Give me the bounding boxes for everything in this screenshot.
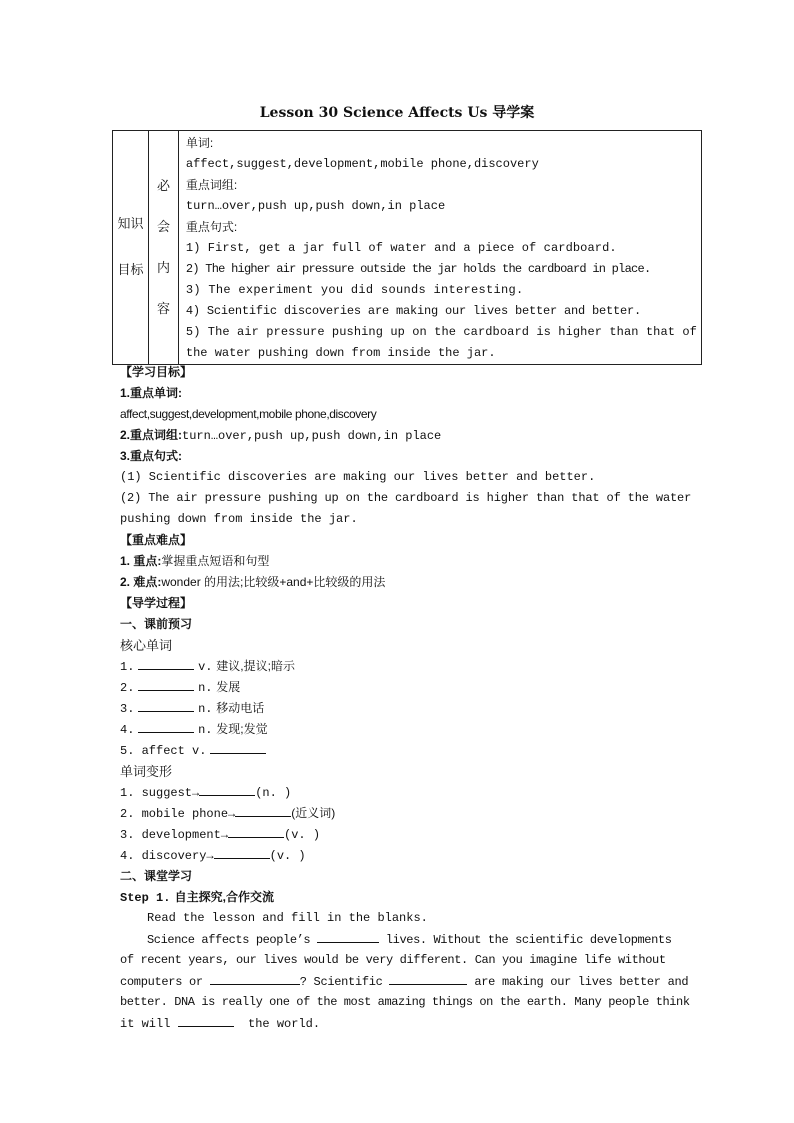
passage-text: computers or <box>120 975 203 989</box>
transform-item <box>120 824 680 845</box>
answer-blank[interactable] <box>199 782 255 796</box>
col1-line: 目标 <box>117 262 144 278</box>
vocab-num: 1. <box>120 660 135 674</box>
col2-char: 内 <box>157 260 171 276</box>
table-line: 3) The experiment you did sounds interesting. <box>185 283 524 297</box>
key-sentences-heading: 3.重点句式: <box>120 449 183 463</box>
difficult-point-text: wonder 的用法;比较级+and+比较级的用法 <box>161 575 386 589</box>
vocab-num: 3. <box>120 702 135 716</box>
passage-line <box>120 971 689 992</box>
vocab-item <box>120 740 680 761</box>
vocab-pos: n. <box>198 723 213 737</box>
passage-text: are making our lives better and <box>474 975 689 989</box>
vocab-num: 4. <box>120 723 135 737</box>
transform-note: (n. ) <box>255 786 292 800</box>
answer-blank[interactable] <box>138 719 194 733</box>
table-line: turn…over,push up,push down,in place <box>185 199 446 213</box>
key-phrases: turn…over,push up,push down,in place <box>182 429 442 443</box>
passage-line: better. DNA is really one of the most amazing things on the earth. Many people think <box>120 995 690 1009</box>
answer-blank[interactable] <box>228 824 284 838</box>
preview-heading: 一、课前预习 <box>120 617 193 631</box>
page-title: Lesson 30 Science Affects Us 导学案 <box>259 105 535 121</box>
table-line: 5) The air pressure pushing up on the cardboard is higher than that of <box>185 325 697 339</box>
col2-char: 会 <box>157 219 171 235</box>
key-sentence-cont: pushing down from inside the jar. <box>120 512 358 526</box>
key-point-label: 1. 重点: <box>120 554 162 568</box>
table-line: 重点句式: <box>185 220 238 234</box>
step1-heading <box>120 887 680 908</box>
vocab-meaning: 发展 <box>216 680 241 694</box>
passage-text: ? Scientific <box>299 975 383 989</box>
answer-blank[interactable] <box>178 1013 234 1027</box>
key-phrases-heading: 2.重点词组: <box>120 428 183 442</box>
passage-text: the world. <box>248 1017 321 1031</box>
answer-blank[interactable] <box>138 656 194 670</box>
transform-word: 4. discovery→ <box>120 849 214 863</box>
vocab-pos: v. <box>198 660 213 674</box>
answer-blank[interactable] <box>210 740 266 754</box>
table-line: 单词: <box>185 136 214 150</box>
col1-line: 知识 <box>117 216 144 232</box>
difficult-point-label: 2. 难点: <box>120 575 162 589</box>
table-line: 1) First, get a jar full of water and a piece of cardboard. <box>185 241 617 255</box>
vocab-item <box>120 677 680 698</box>
key-words-heading: 1.重点单词: <box>120 386 183 400</box>
passage-line <box>120 929 680 950</box>
key-point <box>120 551 680 572</box>
vocab-pos: n. <box>198 681 213 695</box>
key-words: affect,suggest,development,mobile phone,discovery <box>120 407 377 421</box>
worksheet-body <box>120 362 692 1034</box>
passage-line: of recent years, our lives would be very different. Can you imagine life without <box>120 953 666 967</box>
vocab-item <box>120 719 680 740</box>
goals-heading: 【学习目标】 <box>120 365 193 379</box>
key-point-text: 掌握重点短语和句型 <box>161 554 270 568</box>
content-cell <box>178 131 701 365</box>
step1-text: 自主探究,合作交流 <box>174 890 274 904</box>
answer-blank[interactable] <box>138 698 194 712</box>
instruction: Read the lesson and fill in the blanks. <box>147 911 428 925</box>
key-sentence: (2) The air pressure pushing up on the cardboard is higher than that of the water <box>120 491 692 505</box>
process-heading: 【导学过程】 <box>120 596 193 610</box>
transform-word: 2. mobile phone→ <box>120 807 236 821</box>
answer-blank[interactable] <box>138 677 194 691</box>
difficult-point <box>120 572 680 593</box>
must-know-cell <box>149 131 179 365</box>
knowledge-goal-cell <box>113 131 149 365</box>
answer-blank[interactable] <box>210 971 300 985</box>
vocab-pos: n. <box>198 702 213 716</box>
transform-item <box>120 803 680 824</box>
answer-blank[interactable] <box>317 929 379 943</box>
vocab-meaning: 发现;发觉 <box>216 722 268 736</box>
vocab-num: 2. <box>120 681 135 695</box>
transform-note: (v. ) <box>284 828 321 842</box>
transform-item <box>120 782 680 803</box>
vocab-meaning: 移动电话 <box>216 701 265 715</box>
passage-line <box>120 1013 680 1034</box>
transform-note: (近义词) <box>291 806 336 820</box>
table-line: 4) Scientific discoveries are making our lives better and better. <box>185 304 641 318</box>
passage-text: Science affects people’s <box>147 933 311 947</box>
class-study-heading: 二、课堂学习 <box>120 869 193 883</box>
answer-blank[interactable] <box>214 845 270 859</box>
transform-note: (v. ) <box>269 849 306 863</box>
transform-item <box>120 845 680 866</box>
vocab-meaning: 建议,提议;暗示 <box>216 659 295 673</box>
col2-char: 容 <box>157 301 171 317</box>
vocab-item <box>120 698 680 719</box>
difficulties-heading: 【重点难点】 <box>120 533 193 547</box>
passage-text: it will <box>120 1017 171 1031</box>
col2-char: 必 <box>157 178 171 194</box>
passage-text: lives. Without the scientific developments <box>385 933 672 947</box>
objectives-table <box>112 130 702 365</box>
vocab-word: 5. affect v. <box>120 744 207 758</box>
core-words-heading: 核心单词 <box>120 638 173 653</box>
key-sentence: (1) Scientific discoveries are making our lives better and better. <box>120 470 596 484</box>
transform-word: 3. development→ <box>120 828 229 842</box>
transform-heading: 单词变形 <box>120 764 173 779</box>
vocab-item <box>120 656 680 677</box>
table-line: 重点词组: <box>185 178 238 192</box>
answer-blank[interactable] <box>389 971 467 985</box>
answer-blank[interactable] <box>235 803 291 817</box>
table-line: the water pushing down from inside the jar. <box>185 346 496 360</box>
table-line: 2) The higher air pressure outside the jar holds the cardboard in place. <box>185 262 651 276</box>
transform-word: 1. suggest→ <box>120 786 200 800</box>
step1-label: Step 1. <box>120 891 171 905</box>
table-line: affect,suggest,development,mobile phone,discovery <box>185 157 539 171</box>
key-phrases-line <box>120 425 680 446</box>
